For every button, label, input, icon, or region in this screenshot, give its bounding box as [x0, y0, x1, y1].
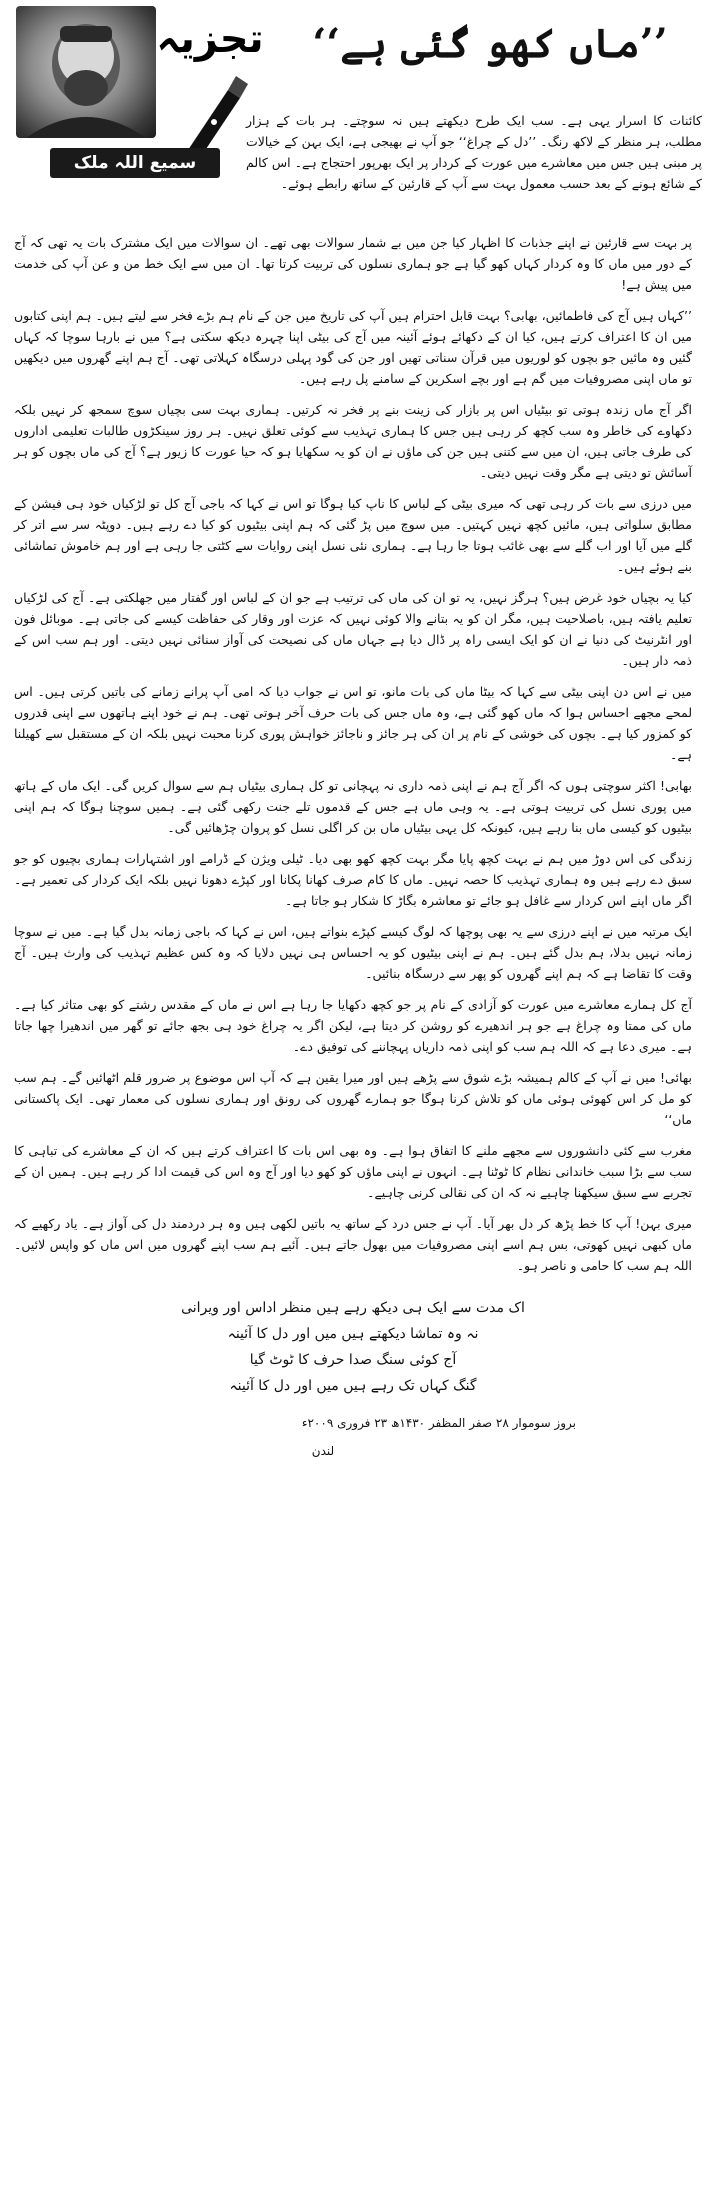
- author-silhouette-icon: [16, 6, 156, 138]
- article-header: [10, 0, 702, 232]
- author-byline: سمیع اللہ ملک: [50, 148, 220, 178]
- article-paragraph: پر بہت سے قارئین نے اپنے جذبات کا اظہار کیا جن میں بے شمار سوالات بھی تھے۔ ان سوالات میں ایک مشترک بات یہ تھی کہ آج کے دور میں ماں کا وہ کردار کہاں کھو گیا ہے جو ہماری نسلوں کی تربیت کرتا تھا۔ ان میں سے ایک خط من و عن آپ کی خدمت میں پیش ہے!: [14, 235, 692, 292]
- poem-line: نہ وہ تماشا دیکھتے ہیں میں اور دل کا آئینہ: [227, 1326, 479, 1342]
- article-city: لندن: [311, 1444, 335, 1458]
- column-logo: تجزیہ: [156, 16, 264, 62]
- article-paragraph: مغرب سے کئی دانشوروں سے مجھے ملنے کا اتفاق ہوا ہے۔ وہ بھی اس بات کا اعتراف کرتے ہیں کہ ان کے معاشرے کی تباہی کا سب سے بڑا سبب خاندانی نظام کا ٹوٹنا ہے۔ انہوں نے اپنی ماؤں کو کھو دیا اور آج وہ اس کی قیمت ادا کر رہے ہیں۔ ہمیں ان کے تجربے سے سبق سیکھنا چاہیے نہ کہ ان کی نقالی کرنی چاہیے۔: [14, 1143, 692, 1200]
- article-paragraph: ایک مرتبہ میں نے اپنے درزی سے یہ بھی پوچھا کہ لوگ کیسے کپڑے بنواتے ہیں، اس نے کہا کہ باجی زمانہ بدل گیا ہے۔ میں نے سوچا زمانہ نہیں بدلا، ہم بدل گئے ہیں۔ ہم نے اپنی بیٹیوں کو یہ احساس ہی نہیں دلایا کہ وہ کس عظیم تہذیب کی وارث ہیں۔ آج وقت کا تقاضا ہے کہ ہم اپنے گھروں کو پھر سے درسگاہ بنائیں۔: [14, 924, 692, 981]
- article-paragraph: میری بہن! آپ کا خط پڑھ کر دل بھر آیا۔ آپ نے جس درد کے ساتھ یہ باتیں لکھی ہیں وہ ہر دردمند دل کی آواز ہے۔ یاد رکھیے کہ ماں کبھی نہیں کھوتی، بس ہم اسے اپنی مصروفیات میں بھول جاتے ہیں۔ آئیے ہم سب اپنے گھروں میں اس ماں کو واپس لائیں۔ اللہ ہم سب کا حامی و ناصر ہو۔: [14, 1216, 692, 1273]
- poem-line: اک مدت سے ایک ہی دیکھ رہے ہیں منظر اداس اور ویرانی: [181, 1300, 525, 1316]
- article-paragraph: اگر آج ماں زندہ ہوتی تو بیٹیاں اس پر بازار کی زینت بنے پر فخر نہ کرتیں۔ ہماری بہت سی بچیاں سوچ سمجھ کر نہیں بلکہ دکھاوے کی خاطر وہ سب کچھ کر رہی ہیں جس کا ہماری تہذیب سے کوئی تعلق نہیں۔ ہر روز سینکڑوں طالبات تعلیمی اداروں کی طرف جاتی ہیں، ان میں سے کتنی ہیں جن کی ماؤں نے ان کو یہ سکھایا ہو کہ حیا عورت کا زیور ہے؟ آج کی ماں بچوں کو ہر آسائش تو دیتی ہے مگر وقت نہیں دیتی۔: [14, 402, 692, 480]
- article-paragraph: میں درزی سے بات کر رہی تھی کہ میری بیٹی کے لباس کا ناپ کیا ہوگا تو اس نے کہا کہ باجی آج کل تو لڑکیاں خود ہی فیشن کے مطابق سلواتی ہیں، مائیں کچھ نہیں کہتیں۔ میں سوچ میں پڑ گئی کہ ہم اپنی بیٹیوں کو کیا دے رہے ہیں۔ دوپٹہ سر سے اتر کر گلے میں آیا اور اب گلے سے بھی غائب ہوتا جا رہا ہے۔ ہماری نئی نسل اپنی روایات سے کٹتی جا رہی ہے اور ہم خاموش تماشائی بنے ہوئے ہیں۔: [14, 496, 692, 574]
- article-paragraph: بھائی! میں نے آپ کے کالم ہمیشہ بڑے شوق سے پڑھے ہیں اور میرا یقین ہے کہ آپ اس موضوع پر ضرور قلم اٹھائیں گے۔ ہم سب کو مل کر اس کھوئی ہوئی ماں کو تلاش کرنا ہوگا جو ہمارے گھروں کی رونق اور ہماری نسلوں کی معمار تھی۔ ایک پاکستانی ماں‘‘: [14, 1070, 692, 1127]
- article-intro: کائنات کا اسرار یہی ہے۔ سب ایک طرح دیکھتے ہیں نہ سوچتے۔ ہر بات کے ہزار مطلب، ہر منظر کے لاکھ رنگ۔ ’’دل کے چراغ‘‘ جو آپ نے بھیجی ہے، ایک بہن کے خیالات پر مبنی ہیں جس میں معاشرے میں عورت کے کردار پر ایک بھرپور احتجاج ہے۔ اس کالم کے شائع ہونے کے بعد حسب معمول بہت سے آپ کے قارئین کے ساتھ رابطے ہوئے۔: [246, 113, 702, 191]
- article-body: [10, 232, 696, 1276]
- article-paragraph: زندگی کی اس دوڑ میں ہم نے بہت کچھ پایا مگر بہت کچھ کھو بھی دیا۔ ٹیلی ویژن کے ڈرامے اور اشتہارات ہماری بچیوں کو جو سبق دے رہے ہیں وہ ہماری تہذیب کا حصہ نہیں۔ ماں کا کام صرف کھانا پکانا اور کپڑے دھونا نہیں بلکہ ایک کردار کی تعمیر ہے۔ اگر ماں اپنے اس کردار سے غافل ہو جائے تو معاشرہ بگاڑ کا شکار ہو جاتا ہے۔: [14, 851, 692, 908]
- article-paragraph: بھابی! اکثر سوچتی ہوں کہ اگر آج ہم نے اپنی ذمہ داری نہ پہچانی تو کل ہماری بیٹیاں ہم سے سوال کریں گی۔ ایک ماں کے ہاتھ میں پوری نسل کی تربیت ہوتی ہے۔ یہ وہی ماں ہے جس کے قدموں تلے جنت رکھی گئی ہے۔ ہمیں سوچنا ہوگا کہ ہم اپنی بیٹیوں کو کیسی ماں بنا رہے ہیں، کیونکہ کل یہی بیٹیاں ماں بن کر اگلی نسل کو پروان چڑھائیں گی۔: [14, 778, 692, 835]
- article-paragraph: میں نے اس دن اپنی بیٹی سے کہا کہ بیٹا ماں کی بات مانو، تو اس نے جواب دیا کہ امی آپ پرانے زمانے کی باتیں کرتی ہیں۔ اس لمحے مجھے احساس ہوا کہ ماں کھو گئی ہے، وہ ماں جس کی بات حرف آخر ہوتی تھی۔ ہم نے خود اپنے ہاتھوں سے اپنی قدروں کو کمزور کیا ہے۔ بچوں کی خوشی کے نام پر ان کی ہر جائز و ناجائز خواہش پوری کرنا محبت نہیں بلکہ ان کے مستقبل سے کھیلنا ہے۔: [14, 684, 692, 762]
- author-photo: [16, 6, 156, 138]
- closing-poem: [10, 1296, 696, 1398]
- article-headline: ’’ماں کھو گئی ہے‘‘: [312, 20, 668, 67]
- article-paragraph: کیا یہ بچیاں خود غرض ہیں؟ ہرگز نہیں، یہ تو ان کی ماں کی ترتیب ہے جو ان کے لباس اور گفتار میں جھلکتی ہے۔ آج کی لڑکیاں تعلیم یافتہ ہیں، باصلاحیت ہیں، مگر ان کو یہ بتانے والا کوئی نہیں کہ عزت اور وقار کی حفاظت کیسے کی جاتی ہے۔ موبائل فون اور انٹرنیٹ کی دنیا نے ان کو ایک ایسی راہ پر ڈال دیا ہے جہاں ماں کی نصیحت کی آواز سنائی نہیں دیتی۔ اور ہم سب اس کے ذمہ دار ہیں۔: [14, 590, 692, 668]
- article-paragraph: آج کل ہمارے معاشرے میں عورت کو آزادی کے نام پر جو کچھ دکھایا جا رہا ہے اس نے ماں کے مقدس رشتے کو بھی متاثر کیا ہے۔ ماں کی ممتا وہ چراغ ہے جو ہر اندھیرے کو روشن کر دیتا ہے، لیکن اگر یہ چراغ خود ہی بجھ جائے تو گھر میں اندھیرا چھا جاتا ہے۔ میری دعا ہے کہ اللہ ہم سب کو اپنی ذمہ داریاں پہچاننے کی توفیق دے۔: [14, 997, 692, 1054]
- article-paragraph: ’’کہاں ہیں آج کی فاطمائیں، بھابی؟ بہت قابل احترام ہیں آپ کی تاریخ میں جن کے نام ہم بڑے فخر سے لیتے ہیں۔ ہم اپنی کتابوں میں ان کا اعتراف کرتے ہیں، کیا ان کے دکھائے ہوئے آئینہ میں آج کی بیٹی اپنا چہرہ دیکھ سکتی ہے؟ میں نے بارہا سوچا کہ کہاں گئیں وہ مائیں جو بچوں کو لوریوں میں قرآن سناتی تھیں اور جن کی گود پہلی درسگاہ کہلاتی تھی۔ آج ہم اپنے گھروں میں دیکھیں تو ماں اپنی مصروفیات میں گم ہے اور بچے اسکرین کے سامنے پل رہے ہیں۔: [14, 308, 692, 386]
- article-dateline: بروز سوموار ۲۸ صفر المظفر ۱۴۳۰ھ ۲۳ فروری ۲۰۰۹ء: [301, 1416, 576, 1430]
- poem-line: آج کوئی سنگ صدا حرف کا ٹوٹ گیا: [249, 1352, 457, 1368]
- poem-line: گنگ کہاں تک رہے ہیں میں اور دل کا آئینہ: [229, 1378, 477, 1394]
